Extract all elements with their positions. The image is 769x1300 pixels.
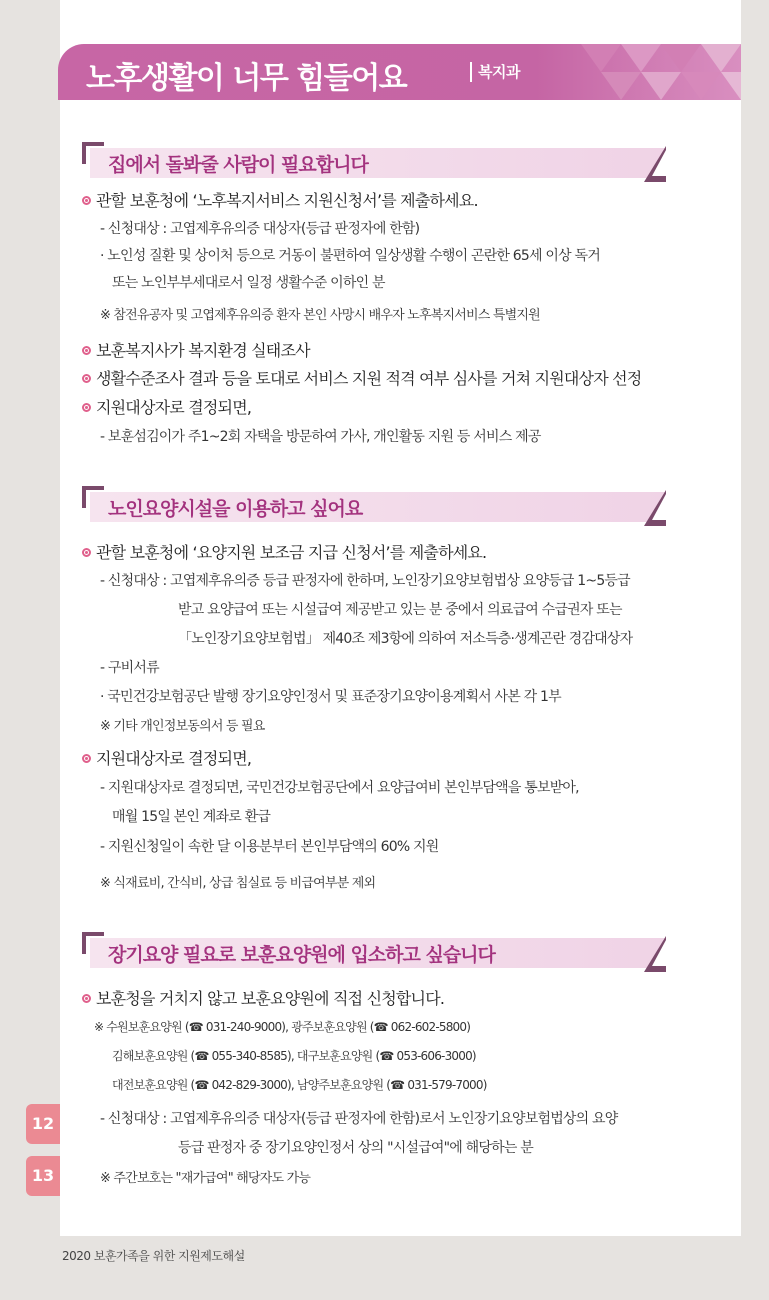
list-item: - 신청대상 : 고엽제후유의증 대상자(등급 판정자에 한함) — [100, 221, 420, 237]
note-item: ※ 참전유공자 및 고엽제후유의증 환자 본인 사망시 배우자 노후복지서비스 특별지원 — [100, 308, 540, 323]
list-item: - 신청대상 : 고엽제후유의증 대상자(등급 판정자에 한함)로서 노인장기요양보험법상의 요양 — [100, 1111, 618, 1127]
corner-mark — [82, 932, 86, 954]
corner-triangle-icon — [644, 146, 666, 182]
list-item: - 보훈섬김이가 주1~2회 자택을 방문하여 가사, 개인활동 지원 등 서비스 제공 — [100, 429, 541, 445]
page-number-right: 13 — [26, 1156, 60, 1196]
section-title: 장기요양 필요로 보훈요양원에 입소하고 싶습니다 — [108, 944, 495, 966]
title-separator — [470, 62, 472, 82]
section-heading-nursing-facility — [82, 486, 666, 526]
list-item: 보훈복지사가 복지환경 실태조사 — [82, 338, 310, 361]
list-item: 받고 요양급여 또는 시설급여 제공받고 있는 분 중에서 의료급여 수급권자 또는 — [178, 602, 622, 618]
list-item: 지원대상자로 결정되면, — [82, 395, 251, 418]
contact-line: 대전보훈요양원 (☎ 042-829-3000), 남양주보훈요양원 (☎ 031-579-7000) — [112, 1078, 487, 1092]
section-heading-home-care — [82, 142, 666, 182]
chapter-banner — [58, 44, 741, 100]
list-item: - 지원대상자로 결정되면, 국민건강보험공단에서 요양급여비 본인부담액을 통보받아, — [100, 780, 579, 796]
bullet-icon — [82, 374, 91, 383]
list-item: - 구비서류 — [100, 660, 159, 676]
bullet-icon — [82, 196, 91, 205]
right-margin-strip — [741, 0, 769, 1300]
list-item: 생활수준조사 결과 등을 토대로 서비스 지원 적격 여부 심사를 거쳐 지원대상자 선정 — [82, 366, 641, 389]
corner-triangle-icon — [644, 936, 666, 972]
list-item: 관할 보훈청에 ‘요양지원 보조금 지급 신청서’를 제출하세요. — [82, 540, 486, 563]
corner-mark — [82, 486, 86, 508]
corner-triangle-icon — [644, 490, 666, 526]
list-item: · 노인성 질환 및 상이처 등으로 거동이 불편하여 일상생활 수행이 곤란한 65세 이상 독거 — [100, 248, 600, 264]
note-item: ※ 주간보호는 "재가급여" 해당자도 가능 — [100, 1171, 311, 1186]
list-item: 지원대상자로 결정되면, — [82, 746, 251, 769]
department-label: 복지과 — [478, 63, 520, 81]
contact-line: 김해보훈요양원 (☎ 055-340-8585), 대구보훈요양원 (☎ 053-606-3000) — [112, 1049, 476, 1063]
contact-line: ※ 수원보훈요양원 (☎ 031-240-9000), 광주보훈요양원 (☎ 062-602-5800) — [94, 1020, 471, 1034]
list-item: 또는 노인부부세대로서 일정 생활수준 이하인 분 — [112, 275, 385, 291]
footer-book-title: 2020 보훈가족을 위한 지원제도해설 — [62, 1249, 245, 1263]
list-item: 「노인장기요양보험법」 제40조 제3항에 의하여 저소득층·생계곤란 경감대상자 — [178, 631, 633, 647]
list-item: 매월 15일 본인 계좌로 환급 — [112, 809, 271, 825]
chapter-title: 노후생활이 너무 힘들어요 — [86, 61, 407, 96]
bullet-icon — [82, 548, 91, 557]
bullet-icon — [82, 346, 91, 355]
list-item: · 국민건강보험공단 발행 장기요양인정서 및 표준장기요양이용계획서 사본 각 1부 — [100, 689, 561, 705]
banner-pattern-decoration — [541, 44, 741, 100]
section-title: 노인요양시설을 이용하고 싶어요 — [108, 498, 363, 520]
list-item: 관할 보훈청에 ‘노후복지서비스 지원신청서’를 제출하세요. — [82, 188, 478, 211]
bullet-icon — [82, 754, 91, 763]
bullet-icon — [82, 403, 91, 412]
list-item: 등급 판정자 중 장기요양인정서 상의 "시설급여"에 해당하는 분 — [178, 1140, 533, 1156]
note-item: ※ 기타 개인정보동의서 등 필요 — [100, 719, 265, 734]
list-item: 보훈청을 거치지 않고 보훈요양원에 직접 신청합니다. — [82, 986, 444, 1009]
section-title: 집에서 돌봐줄 사람이 필요합니다 — [108, 154, 368, 176]
page-number-left: 12 — [26, 1104, 60, 1144]
list-item: - 지원신청일이 속한 달 이용분부터 본인부담액의 60% 지원 — [100, 839, 439, 855]
corner-mark — [82, 142, 86, 164]
bullet-icon — [82, 994, 91, 1003]
bottom-margin-strip — [0, 1236, 769, 1300]
list-item: - 신청대상 : 고엽제후유의증 등급 판정자에 한하며, 노인장기요양보험법상 요양등급 1~5등급 — [100, 573, 630, 589]
note-item: ※ 식재료비, 간식비, 상급 침실료 등 비급여부분 제외 — [100, 876, 376, 891]
section-heading-veterans-nursing-home — [82, 932, 666, 972]
